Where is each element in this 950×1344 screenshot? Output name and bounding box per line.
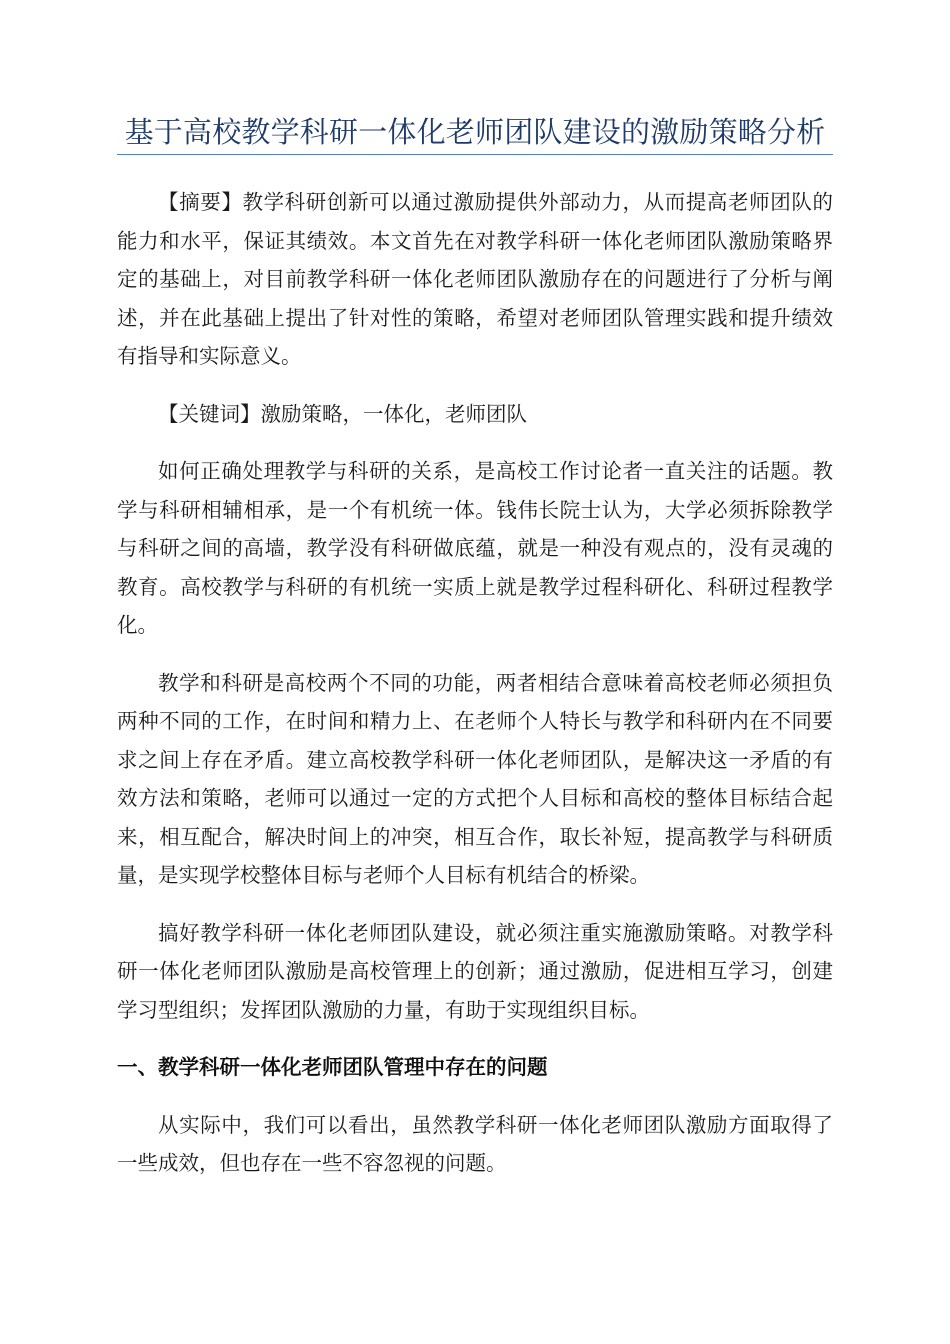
body-paragraph-1: 如何正确处理教学与科研的关系，是高校工作讨论者一直关注的话题。教学与科研相辅相承，是一个有机统一体。钱伟长院士认为，大学必须拆除教学与科研之间的高墙，教学没有科研做底蕴，就是一种没有观点的，没有灵魂的教育。高校教学与科研的有机统一实质上就是教学过程科研化、科研过程教学化。: [117, 459, 833, 637]
document-title: 基于高校教学科研一体化老师团队建设的激励策略分析: [124, 115, 826, 149]
body-paragraph-3: 搞好教学科研一体化老师团队建设，就必须注重实施激励策略。对教学科研一体化老师团队激励是高校管理上的创新；通过激励，促进相互学习，创建学习型组织；发挥团队激励的力量，有助于实现组织目标。: [117, 920, 833, 1022]
body-paragraph-2: 教学和科研是高校两个不同的功能，两者相结合意味着高校老师必须担负两种不同的工作，在时间和精力上、在老师个人特长与教学和科研内在不同要求之间上存在矛盾。建立高校教学科研一体化老师团队，是解决这一矛盾的有效方法和策略，老师可以通过一定的方式把个人目标和高校的整体目标结合起来，相互配合，解决时间上的冲突，相互合作，取长补短，提高教学与科研质量，是实现学校整体目标与老师个人目标有机结合的桥梁。: [117, 670, 833, 887]
section-1-paragraph: 从实际中，我们可以看出，虽然教学科研一体化老师团队激励方面取得了一些成效，但也存在一些不容忽视的问题。: [117, 1112, 833, 1175]
title-underline: [117, 154, 833, 155]
keywords-paragraph: 【关键词】激励策略，一体化，老师团队: [158, 401, 527, 426]
abstract-paragraph: 【摘要】教学科研创新可以通过激励提供外部动力，从而提高老师团队的能力和水平，保证其绩效。本文首先在对教学科研一体化老师团队激励策略界定的基础上，对目前教学科研一体化老师团队激励存在的问题进行了分析与阐述，并在此基础上提出了针对性的策略，希望对老师团队管理实践和提升绩效有指导和实际意义。: [117, 190, 833, 368]
section-heading-1: 一、教学科研一体化老师团队管理中存在的问题: [117, 1055, 548, 1079]
document-body: [117, 112, 833, 1202]
